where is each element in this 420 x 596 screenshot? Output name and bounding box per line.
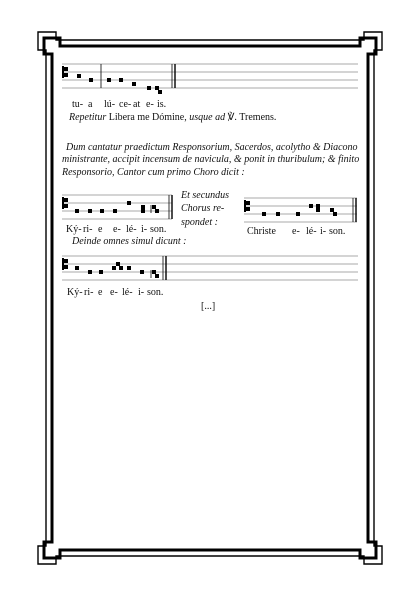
syllable: e [98,224,103,235]
rubric-repetitur: Repetitur Libera me Dómine, usque ad ℣. Tremens. [69,112,277,123]
syllable: e [98,287,103,298]
syllable: e- [292,226,300,237]
syllable: i- [320,226,327,237]
deinde-rubric: Deinde omnes simul dicunt : [72,236,187,247]
second-chorus-rubric-3: spondet : [181,217,218,228]
syllable: at [133,99,141,110]
syllable: e- [110,287,118,298]
syllable: ri- [83,224,93,235]
ellipsis-marker: [...] [201,301,216,312]
syllable: son. [147,287,164,298]
syllable: son. [329,226,346,237]
syllable: son. [150,224,167,235]
syllable: Ký- [67,287,83,298]
syllable: i- [141,224,148,235]
syllable: e- [113,224,121,235]
syllable: Ký- [66,224,82,235]
second-chorus-rubric: Et secundus [181,190,230,201]
syllable: a [88,99,93,110]
syllable: lé- [126,224,137,235]
second-chorus-rubric-2: Chorus re- [181,203,225,214]
syllable: lé- [122,287,133,298]
syllable: ri- [84,287,94,298]
syllable: i- [138,287,145,298]
syllable: is. [157,99,167,110]
syllable: lé- [306,226,317,237]
syllable: tu- [72,99,84,110]
syllable: Christe [247,226,276,237]
instruction-paragraph: Dum cantatur praedictum Responsorium, Sacerdos, acolytho & Diacono ministrante, accipit incensum de navicula, & ponit in thuribulum; & finito Responsorio, Cantor cum primo Choro dicit : [62,142,360,178]
syllable: e- [146,99,154,110]
syllable: lú- [104,99,116,110]
syllable: ce- [119,99,132,110]
